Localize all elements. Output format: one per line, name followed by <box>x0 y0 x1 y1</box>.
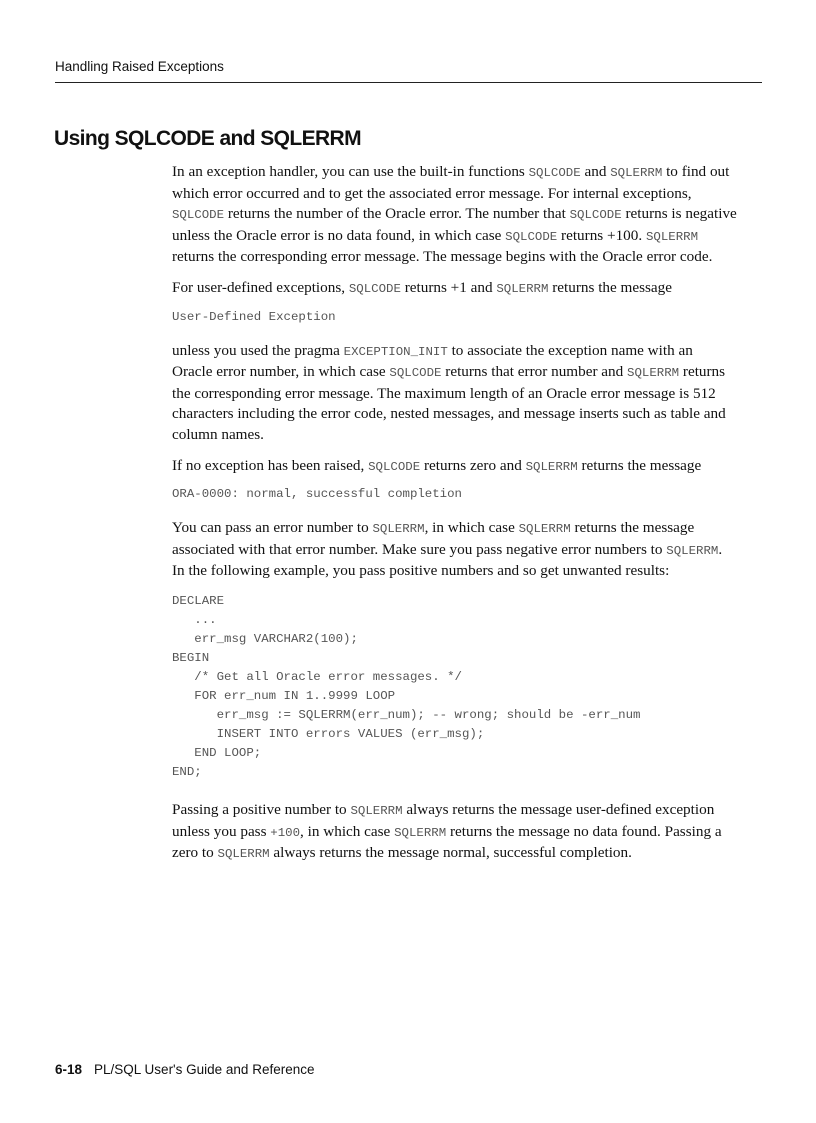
running-header: Handling Raised Exceptions <box>55 59 224 74</box>
paragraph-no-exception: If no exception has been raised, SQLCODE returns zero and SQLERRM returns the message <box>172 456 702 474</box>
inline-code: SQLCODE <box>368 459 421 474</box>
paragraph-pass-error-number: You can pass an error number to SQLERRM, in which case SQLERRM returns the message associated with that error number. Make sure you pass negative error numbers to SQLERRM. In the following example, you pass positive numbers and so get unwanted results: <box>172 519 723 580</box>
inline-code: SQLCODE <box>348 281 401 296</box>
inline-code: SQLERRM <box>518 522 571 537</box>
page-number: 6-18 <box>55 1062 83 1077</box>
code-user-defined-exception: User-Defined Exception <box>172 309 336 324</box>
inline-code: SQLERRM <box>496 281 549 296</box>
inline-code: SQLERRM <box>350 803 403 818</box>
paragraph-user-defined: For user-defined exceptions, SQLCODE returns +1 and SQLERRM returns the message <box>172 278 672 296</box>
inline-code: SQLERRM <box>666 543 719 558</box>
paragraph-exception-init: unless you used the pragma EXCEPTION_INIT to associate the exception name with an Oracle error number, in which case SQLCODE returns that error number and SQLERRM returns the corresponding error message. The maximum length of an Oracle error message is 512 characters including the error code, nested messages, and message inserts such as table and column names. <box>172 341 726 443</box>
code-example-block: DECLARE ... err_msg VARCHAR2(100); BEGIN /* Get all Oracle error messages. */ FOR err_num IN 1..9999 LOOP err_msg := SQLERRM(err_num); -- wrong; should be -err_num INSERT INTO errors VALUES (err_msg); END LOOP; END; <box>172 593 641 779</box>
page-footer <box>55 1062 314 1077</box>
inline-code: SQLCODE <box>505 229 558 244</box>
inline-code: SQLCODE <box>569 208 622 223</box>
paragraph-intro: In an exception handler, you can use the built-in functions SQLCODE and SQLERRM to find out which error occurred and to get the associated error message. For internal exceptions, SQLCODE returns the number of the Oracle error. The number that SQLCODE returns is negative unless the Oracle error is no data found, in which case SQLCODE returns +100. SQLERRM returns the corresponding error message. The message begins with the Oracle error code. <box>172 163 737 266</box>
inline-code: SQLERRM <box>525 459 578 474</box>
inline-code: EXCEPTION_INIT <box>343 344 448 359</box>
inline-code: SQLERRM <box>645 229 699 244</box>
inline-code: SQLERRM <box>394 825 447 840</box>
inline-code: SQLERRM <box>627 366 680 381</box>
header-rule <box>55 82 762 83</box>
book-title: PL/SQL User's Guide and Reference <box>94 1062 315 1077</box>
inline-code: SQLERRM <box>372 522 425 537</box>
section-title: Using SQLCODE and SQLERRM <box>54 127 362 150</box>
inline-code: SQLCODE <box>172 208 225 223</box>
inline-code: SQLERRM <box>610 166 663 180</box>
inline-code: SQLCODE <box>528 166 581 180</box>
inline-code: SQLERRM <box>217 847 270 862</box>
inline-code: +100 <box>270 825 301 840</box>
paragraph-positive-number: Passing a positive number to SQLERRM always returns the message user-defined exception unless you pass +100, in which case SQLERRM returns the message no data found. Passing a zero to SQLERRM always returns the message normal, successful completion. <box>172 800 722 862</box>
body-column <box>172 162 737 875</box>
inline-code: SQLCODE <box>389 366 442 381</box>
code-ora-message: ORA-0000: normal, successful completion <box>172 487 462 502</box>
